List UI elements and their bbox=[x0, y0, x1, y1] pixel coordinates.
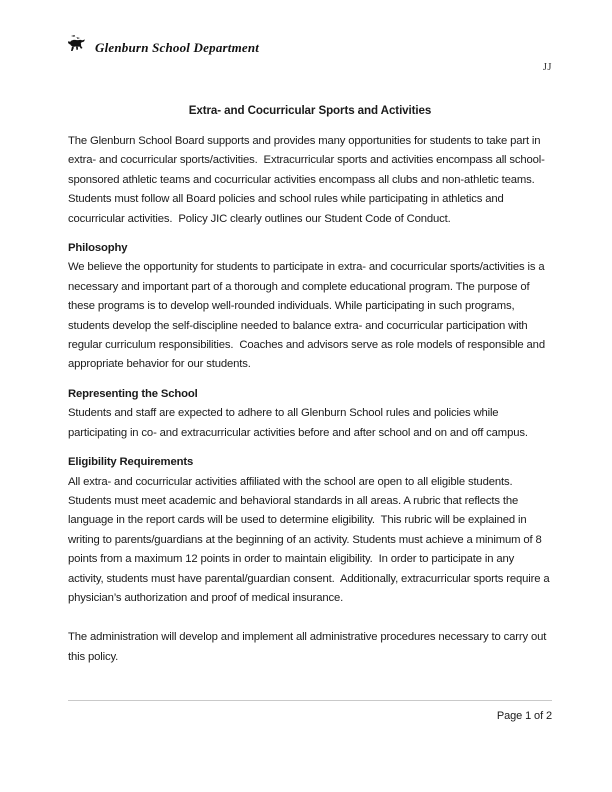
section-heading: Eligibility Requirements bbox=[68, 456, 194, 469]
org-name: Glenburn School Department bbox=[95, 40, 260, 55]
section-paragraph: We believe the opportunity for students to participate in extra- and cocurricular sports/activities is a necessary and important part of a thorough and complete educational program. The purpose of these programs is to develop well-rounded individuals. While participating in such programs, students develop the self-discipline needed to balance extra- and cocurricular participation with regular curriculum responsibilities. Coaches and advisors serve as role models of responsible and appropriate behavior for our students. bbox=[68, 261, 548, 371]
policy-code: JJ bbox=[542, 62, 552, 73]
section-representing-the-school bbox=[68, 385, 552, 443]
intro-paragraph: The Glenburn School Board supports and provides many opportunities for students to take part in extra- and cocurricular sports/activities. Extracurricular sports and activities encompass all school-sponsored athletic teams and cocurricular activities encompass all clubs and non-athletic teams. Students must follow all Board policies and school rules while participating in athletics and cocurricular activities. Policy JIC clearly outlines our Student Code of Conduct. bbox=[68, 135, 545, 225]
section-philosophy bbox=[68, 239, 552, 375]
document-body bbox=[68, 104, 552, 677]
section-paragraph: Students and staff are expected to adhere to all Glenburn School rules and policies while participating in co- and extracurricular activities before and after school and on and off campus. bbox=[68, 407, 528, 439]
closing-paragraph: The administration will develop and implement all administrative procedures necessary to carry out this policy. bbox=[68, 631, 550, 663]
document-title: Extra- and Cocurricular Sports and Activities bbox=[188, 104, 432, 117]
section-eligibility-requirements bbox=[68, 453, 552, 608]
header-brand-row bbox=[68, 35, 552, 56]
school-mascot-icon bbox=[68, 35, 90, 56]
section-heading: Philosophy bbox=[68, 242, 128, 255]
page-header bbox=[68, 35, 552, 73]
page-number-label: Page 1 of 2 bbox=[496, 710, 552, 722]
page-footer bbox=[68, 700, 552, 724]
section-heading: Representing the School bbox=[68, 387, 198, 400]
section-paragraph: All extra- and cocurricular activities affiliated with the school are open to all eligible students. Students must meet academic and behavioral standards in all areas. A rubric that reflects the language in the report cards will be used to determine eligibility. This rubric will be explained in writing to parents/guardians at the beginning of an activity. Students must achieve a minimum of 8 points from a maximum 12 points in order to maintain eligibility. In order to participate in any activity, students must have parental/guardian consent. Additionally, extracurricular sports require a physician’s authorization and proof of medical insurance. bbox=[68, 475, 553, 604]
